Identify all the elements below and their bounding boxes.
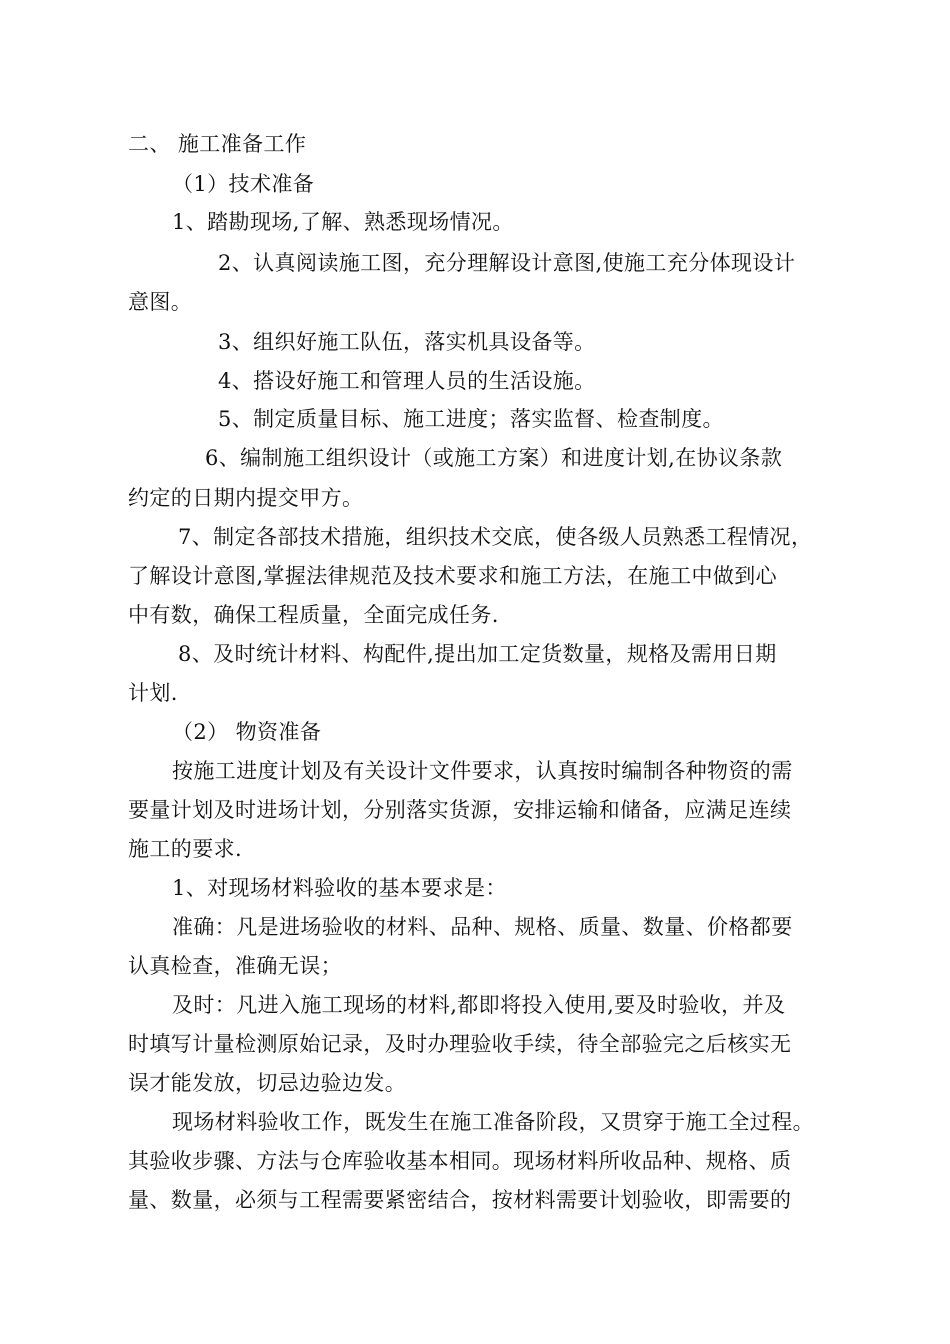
tech-item-7-line-1: 7、制定各部技术措施，组织技术交底，使各级人员熟悉工程情况， — [178, 525, 813, 549]
tech-item-3: 3、组织好施工队伍，落实机具设备等。 — [218, 330, 596, 354]
technical-heading: （1）技术准备 — [172, 172, 315, 196]
timely-line-2: 时填写计量检测原始记录，及时办理验收手续，待全部验完之后核实无 — [128, 1032, 792, 1056]
tech-item-1: 1、踏勘现场,了解、熟悉现场情况。 — [172, 210, 514, 234]
tech-item-2-line-2: 意图。 — [128, 290, 193, 314]
site-line-1: 现场材料验收工作，既发生在施工准备阶段，又贯穿于施工全过程。 — [172, 1110, 814, 1134]
accurate-line-2: 认真检查，准确无误； — [128, 954, 342, 978]
timely-line-1: 及时：凡进入施工现场的材料,都即将投入使用,要及时验收，并及 — [172, 993, 786, 1017]
materials-intro-line-3: 施工的要求. — [128, 837, 243, 861]
tech-item-8-line-2: 计划. — [128, 681, 178, 705]
accurate-line-1: 准确：凡是进场验收的材料、品种、规格、质量、数量、价格都要 — [172, 915, 793, 939]
materials-heading: （2） 物资准备 — [172, 720, 322, 744]
tech-item-6-line-2: 约定的日期内提交甲方。 — [128, 486, 364, 510]
tech-item-6-line-1: 6、编制施工组织设计（或施工方案）和进度计划,在协议条款 — [205, 446, 783, 470]
requirements-heading: 1、对现场材料验收的基本要求是： — [172, 876, 507, 900]
materials-intro-line-1: 按施工进度计划及有关设计文件要求，认真按时编制各种物资的需 — [172, 759, 793, 783]
tech-item-4: 4、搭设好施工和管理人员的生活设施。 — [218, 369, 596, 393]
site-line-2: 其验收步骤、方法与仓库验收基本相同。现场材料所收品种、规格、质 — [128, 1149, 792, 1173]
tech-item-8-line-1: 8、及时统计材料、构配件,提出加工定货数量，规格及需用日期 — [178, 642, 777, 666]
site-line-3: 量、数量，必须与工程需要紧密结合，按材料需要计划验收，即需要的 — [128, 1188, 792, 1212]
tech-item-5: 5、制定质量目标、施工进度；落实监督、检查制度。 — [218, 407, 724, 431]
tech-item-2-line-1: 2、认真阅读施工图，充分理解设计意图,使施工充分体现设计 — [218, 251, 796, 275]
timely-line-3: 误才能发放，切忌边验边发。 — [128, 1071, 407, 1095]
materials-intro-line-2: 要量计划及时进场计划，分别落实货源，安排运输和储备，应满足连续 — [128, 798, 792, 822]
tech-item-7-line-2: 了解设计意图,掌握法律规范及技术要求和施工方法，在施工中做到心 — [128, 564, 778, 588]
section-title: 二、 施工准备工作 — [128, 132, 307, 156]
tech-item-7-line-3: 中有数，确保工程质量，全面完成任务. — [128, 603, 499, 627]
